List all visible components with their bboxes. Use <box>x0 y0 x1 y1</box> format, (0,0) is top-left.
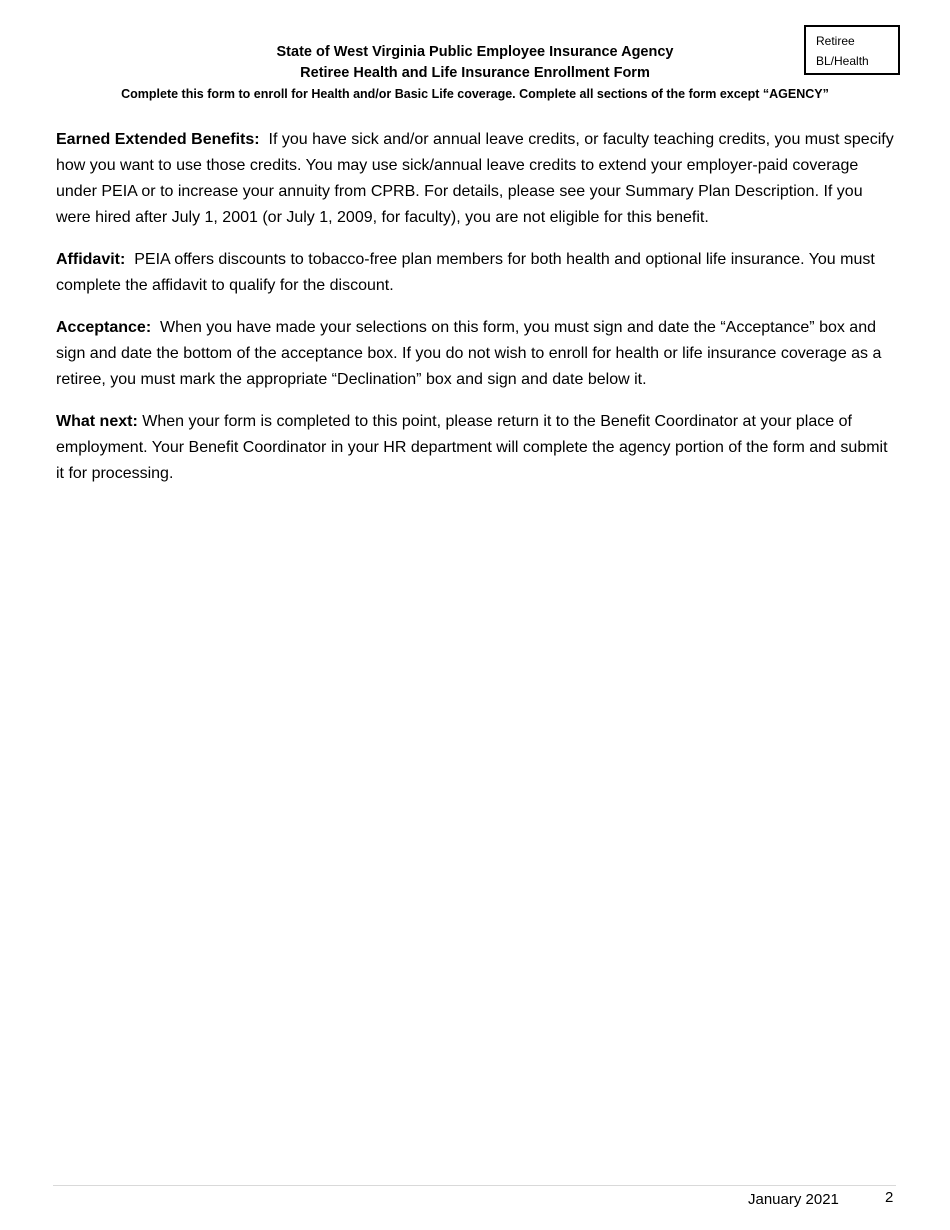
section-text: When you have made your selections on this form, you must sign and date the “Acceptance” box and sign and date the bottom of the acceptance box. If you do not wish to enroll for health or life insurance coverage as a retiree, you must mark the appropriate “Declination” box and sign and date below it. <box>56 319 882 388</box>
section-text: PEIA offers discounts to tobacco-free plan members for both health and optional life insurance. You must complete the affidavit to qualify for the discount. <box>56 251 875 294</box>
agency-title: State of West Virginia Public Employee Insurance Agency <box>276 44 674 60</box>
form-title: Retiree Health and Life Insurance Enrollment Form <box>300 65 650 81</box>
footer-divider <box>53 1185 896 1186</box>
section-acceptance <box>56 315 896 393</box>
document-header <box>0 42 950 104</box>
section-earned-extended-benefits <box>56 127 896 231</box>
section-label: Earned Extended Benefits: <box>56 131 260 148</box>
section-text: When your form is completed to this point, please return it to the Benefit Coordinator at your place of employment. Your Benefit Coordinator in your HR department will complete the agency portion of the form and submit it for processing. <box>56 413 888 482</box>
section-affidavit <box>56 247 896 299</box>
page-number: 2 <box>885 1189 894 1206</box>
section-label: What next: <box>56 413 138 430</box>
form-code-line-1: Retiree <box>816 34 855 48</box>
section-label: Acceptance: <box>56 319 152 336</box>
form-instruction: Complete this form to enroll for Health and/or Basic Life coverage. Complete all sections of the form except “AGENCY” <box>121 87 829 101</box>
instructions-body <box>56 127 896 503</box>
section-label: Affidavit: <box>56 251 126 268</box>
section-text: If you have sick and/or annual leave credits, or faculty teaching credits, you must specify how you want to use those credits. You may use sick/annual leave credits to extend your employer-paid coverage under PEIA or to increase your annuity from CPRB. For details, please see your Summary Plan Description. If you were hired after July 1, 2001 (or July 1, 2009, for faculty), you are not eligible for this benefit. <box>56 131 894 226</box>
form-code-line-2: BL/Health <box>816 54 869 68</box>
section-what-next <box>56 409 896 487</box>
footer-date: January 2021 <box>748 1191 839 1208</box>
